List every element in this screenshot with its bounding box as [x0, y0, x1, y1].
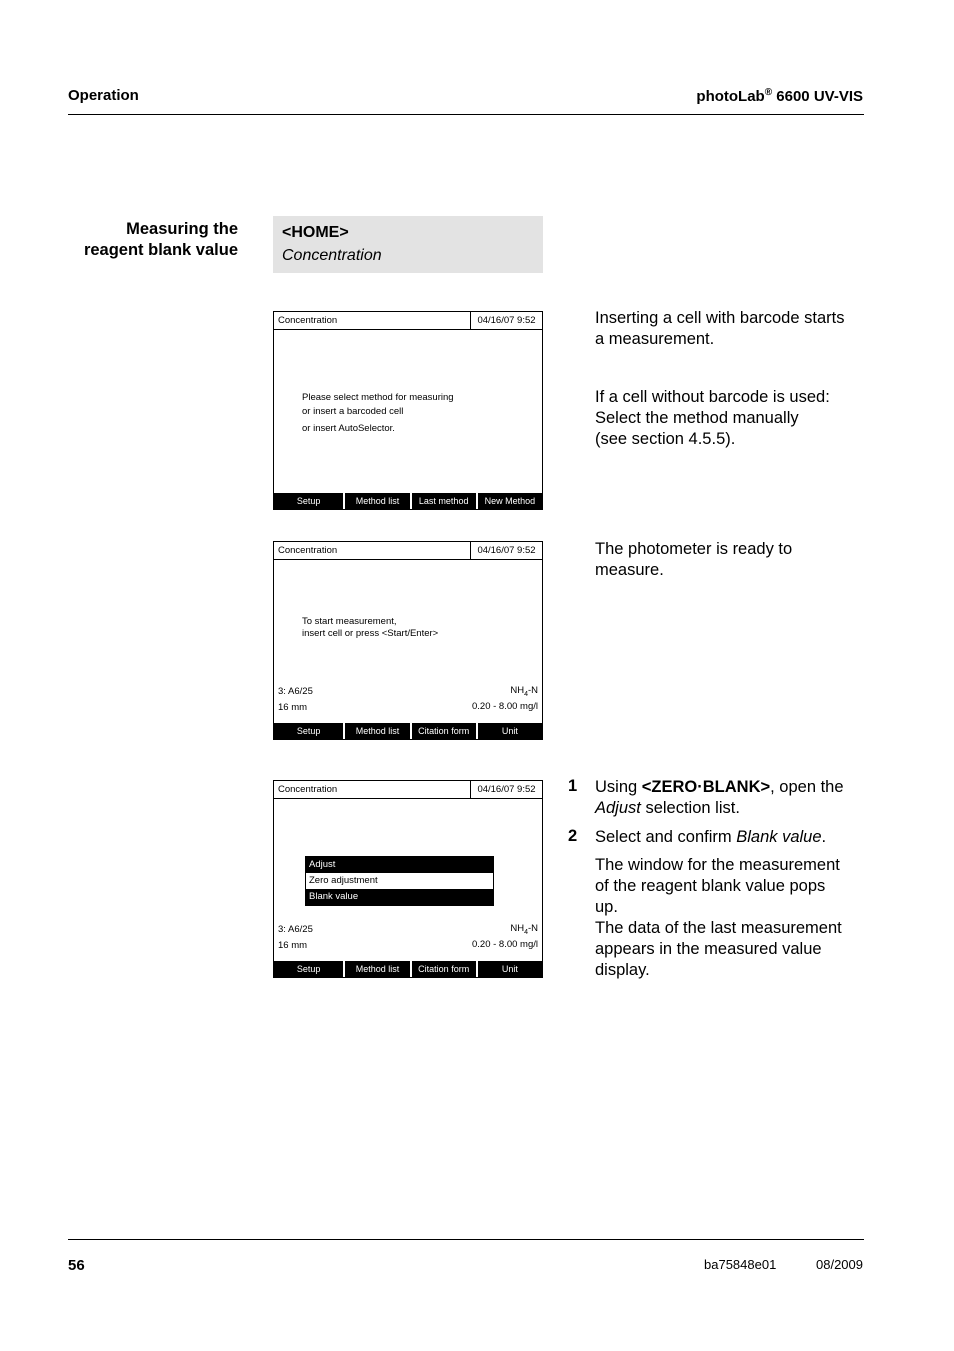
running-header-section: Operation — [68, 87, 139, 104]
document-id: ba75848e01 — [704, 1257, 777, 1272]
adjust-menu — [305, 856, 494, 906]
screen-title-bar — [274, 312, 542, 330]
header-rule — [68, 114, 864, 115]
running-header-product: photoLab® 6600 UV-VIS — [696, 87, 863, 105]
softkey-method-list[interactable]: Method list — [345, 493, 409, 509]
screen-title-bar — [274, 542, 542, 560]
home-key: <HOME> — [282, 224, 349, 241]
softkey-citation-form[interactable]: Citation form — [412, 961, 476, 977]
page-number: 56 — [68, 1257, 85, 1274]
footer-rule — [68, 1239, 864, 1240]
step-number: 1 — [568, 777, 578, 795]
cell-size: 16 mm — [278, 940, 308, 951]
measuring-range: 0.20 - 8.00 mg/l — [471, 939, 538, 950]
screen-message: To start measurement, insert cell or press <Start/Enter> — [302, 616, 439, 639]
screen-datetime: 04/16/07 9:52 — [470, 542, 542, 559]
step-2-text: Select and confirm Blank value. — [595, 828, 827, 846]
menu-header-adjust: Adjust — [306, 857, 493, 873]
softkey-setup[interactable]: Setup — [274, 493, 343, 509]
screen-title-bar — [274, 781, 542, 799]
screen-title: Concentration — [278, 784, 338, 795]
softkey-new-method[interactable]: New Method — [478, 493, 542, 509]
softkey-unit[interactable]: Unit — [478, 723, 542, 739]
ready-text: The photometer is ready to measure. — [595, 540, 793, 579]
menu-path: Concentration — [282, 247, 382, 264]
display-screen-ready — [273, 541, 543, 740]
softkey-citation-form[interactable]: Citation form — [412, 723, 476, 739]
screen-message: Please select method for measuring or insert a barcoded cell or insert AutoSelector. — [302, 392, 454, 434]
parameter: $NH_4-N$ — [510, 923, 538, 936]
measuring-range: 0.20 - 8.00 mg/l — [471, 701, 538, 712]
method-id: 3: A6/25 — [278, 924, 313, 935]
softkey-bar — [274, 723, 542, 739]
screen-title: Concentration — [278, 545, 338, 556]
screen-title: Concentration — [278, 315, 338, 326]
menu-item-blank-value[interactable]: Blank value — [306, 889, 493, 905]
barcode-start-text: Inserting a cell with barcode starts a measurement. — [595, 309, 845, 348]
softkey-bar — [274, 961, 542, 977]
softkey-setup[interactable]: Setup — [274, 723, 343, 739]
softkey-bar — [274, 493, 542, 509]
method-id: 3: A6/25 — [278, 686, 313, 697]
softkey-setup[interactable]: Setup — [274, 961, 343, 977]
key-path-box — [273, 216, 543, 273]
manual-method-text: If a cell without barcode is used: Select the method manually (see section 4.5.5). — [595, 388, 830, 448]
step-1-text: Using <ZERO·BLANK>, open the Adjust selection list. — [595, 778, 844, 817]
side-heading: Measuring the reagent blank value — [83, 220, 238, 259]
screen-datetime: 04/16/07 9:52 — [470, 312, 542, 329]
parameter: $NH_4-N$ — [510, 685, 538, 698]
display-screen-select-method — [273, 311, 543, 510]
step-2-notes: The window for the measurement of the reagent blank value pops up. The data of the last measurement appears in the measured value display. — [595, 856, 842, 979]
menu-item-zero-adjustment[interactable]: Zero adjustment — [309, 875, 378, 886]
screen-datetime: 04/16/07 9:52 — [470, 781, 542, 798]
softkey-last-method[interactable]: Last method — [412, 493, 476, 509]
cell-size: 16 mm — [278, 702, 308, 713]
softkey-unit[interactable]: Unit — [478, 961, 542, 977]
softkey-method-list[interactable]: Method list — [345, 723, 409, 739]
softkey-method-list[interactable]: Method list — [345, 961, 409, 977]
document-date: 08/2009 — [816, 1257, 863, 1272]
step-number: 2 — [568, 827, 578, 845]
display-screen-adjust — [273, 780, 543, 978]
